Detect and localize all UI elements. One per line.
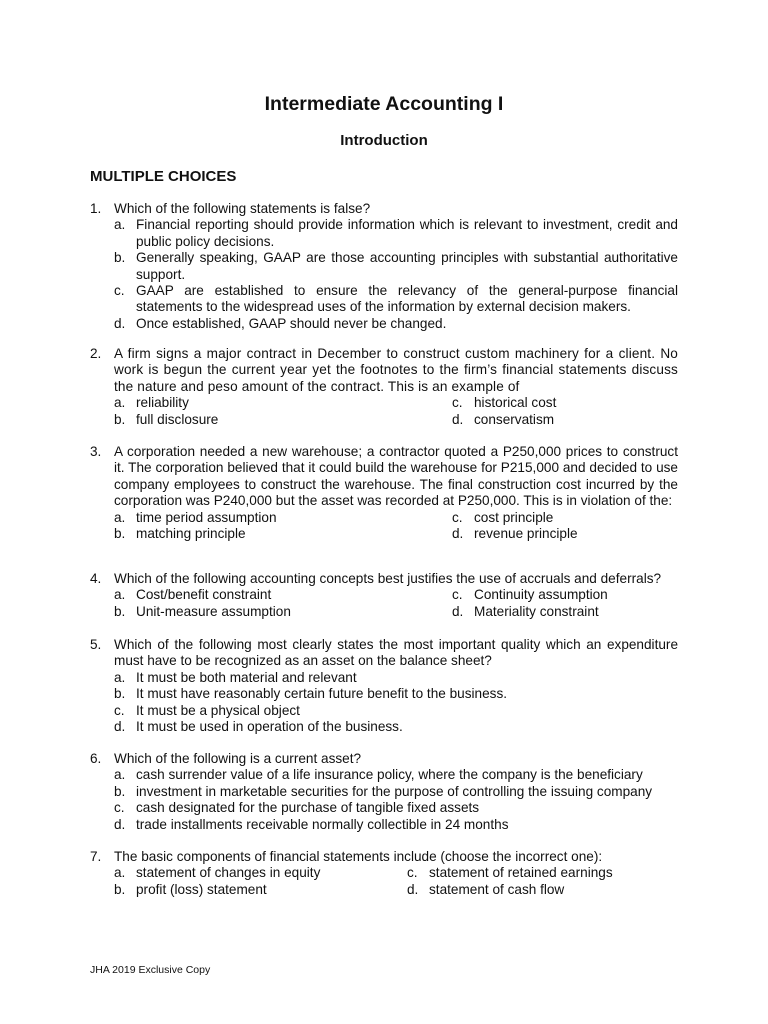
option-text: cash designated for the purchase of tangible fixed assets — [136, 800, 480, 816]
option-label: b. — [114, 686, 126, 702]
option-text: Financial reporting should provide information which is relevant to investment, credit and public policy decisions. — [136, 217, 678, 249]
question-stem: Which of the following most clearly states the most important quality which an expenditure must have to be recognized as an asset on the balance sheet? — [114, 637, 678, 669]
option-text: revenue principle — [474, 526, 578, 542]
option — [452, 510, 678, 526]
option-label: d. — [452, 603, 464, 619]
option-label: b. — [114, 783, 126, 799]
option — [114, 316, 678, 332]
question-number: 5. — [90, 637, 102, 652]
option-text: investment in marketable securities for the purpose of controlling the issuing company — [136, 783, 653, 799]
option-text: trade installments receivable normally collectible in 24 months — [136, 816, 509, 832]
option-label: b. — [114, 603, 126, 619]
option-label: c. — [452, 587, 463, 603]
question-number: 3. — [90, 444, 102, 459]
option-label: c. — [452, 509, 463, 525]
option-text: conservatism — [474, 411, 555, 427]
option — [452, 412, 678, 428]
question-stem: The basic components of financial statements include (choose the incorrect one): — [114, 849, 603, 864]
option-grid — [114, 865, 678, 898]
question-7 — [90, 849, 678, 898]
option-text: GAAP are established to ensure the relevancy of the general-purpose financial statements to the widespread uses of the information by external decision makers. — [136, 283, 678, 315]
option-text: historical cost — [474, 395, 557, 411]
option-text: cash surrender value of a life insurance policy, where the company is the beneficiary — [136, 767, 643, 783]
option-text: Generally speaking, GAAP are those accounting principles with substantial authoritative support. — [136, 250, 678, 282]
option-label: b. — [114, 250, 126, 266]
page-subtitle: Introduction — [340, 132, 428, 149]
option-grid — [114, 395, 678, 428]
option-grid — [114, 587, 678, 620]
option-label: a. — [114, 509, 126, 525]
option-label: d. — [452, 526, 464, 542]
option — [114, 670, 678, 686]
option — [114, 412, 452, 428]
option-text: statement of cash flow — [429, 881, 565, 897]
option-text: reliability — [136, 395, 189, 411]
option — [114, 817, 678, 833]
option-list — [114, 217, 678, 332]
option-text: Once established, GAAP should never be changed. — [136, 315, 447, 331]
option-grid — [114, 510, 678, 543]
option-list — [114, 670, 678, 736]
question-stem: Which of the following accounting concepts best justifies the use of accruals and deferrals? — [114, 571, 662, 586]
option-label: a. — [114, 217, 126, 233]
option — [114, 587, 452, 603]
question-number: 7. — [90, 849, 102, 864]
option-label: c. — [407, 865, 418, 881]
question-4 — [90, 571, 678, 620]
option-text: Materiality constraint — [474, 603, 599, 619]
question-5 — [90, 637, 678, 735]
option-text: It must be both material and relevant — [136, 669, 357, 685]
page-title: Intermediate Accounting I — [264, 93, 504, 115]
footer-copyright: JHA 2019 Exclusive Copy — [90, 964, 211, 976]
option-text: Continuity assumption — [474, 587, 608, 603]
option-label: a. — [114, 669, 126, 685]
option — [114, 800, 678, 816]
option-label: d. — [114, 816, 126, 832]
option-text: full disclosure — [136, 411, 219, 427]
option-label: a. — [114, 767, 126, 783]
option-label: c. — [452, 395, 463, 411]
option-text: It must be a physical object — [136, 702, 300, 718]
option — [407, 882, 678, 898]
option-text: cost principle — [474, 509, 554, 525]
option — [114, 686, 678, 702]
option-label: d. — [114, 719, 126, 735]
question-6 — [90, 751, 678, 833]
question-number: 4. — [90, 571, 102, 586]
question-number: 1. — [90, 201, 102, 216]
question-number: 2. — [90, 346, 102, 361]
option-label: a. — [114, 587, 126, 603]
option — [114, 703, 678, 719]
option-label: b. — [114, 881, 126, 897]
option — [452, 587, 678, 603]
option-label: c. — [114, 800, 125, 816]
option-label: d. — [452, 411, 464, 427]
option-list — [114, 767, 678, 833]
question-1 — [90, 201, 678, 332]
option-label: c. — [114, 283, 125, 299]
option-label: d. — [407, 881, 419, 897]
option-text: profit (loss) statement — [136, 881, 267, 897]
question-2 — [90, 346, 678, 428]
option-label: a. — [114, 395, 126, 411]
option-text: time period assumption — [136, 509, 277, 525]
section-heading: MULTIPLE CHOICES — [90, 168, 237, 185]
option — [114, 882, 407, 898]
option-label: a. — [114, 865, 126, 881]
option — [114, 526, 452, 542]
option — [114, 283, 678, 316]
option-text: statement of retained earnings — [429, 865, 613, 881]
option — [114, 395, 452, 411]
question-number: 6. — [90, 751, 102, 766]
option-label: b. — [114, 411, 126, 427]
option-label: b. — [114, 526, 126, 542]
option — [114, 719, 678, 735]
option — [114, 604, 452, 620]
option — [407, 865, 678, 881]
option-label: c. — [114, 702, 125, 718]
question-stem: A corporation needed a new warehouse; a contractor quoted a P250,000 prices to construct it. The corporation believed that it could build the warehouse for P215,000 and decided to use company employees to construct the warehouse. The final construction cost incurred by the corporation was P240,000 but the asset was recorded at P250,000. This is in violation of the: — [114, 444, 678, 509]
option-text: matching principle — [136, 526, 246, 542]
option-text: It must have reasonably certain future benefit to the business. — [136, 686, 508, 702]
question-stem: Which of the following is a current asset? — [114, 751, 362, 766]
option — [114, 217, 678, 250]
option — [114, 865, 407, 881]
option — [114, 767, 678, 783]
option — [114, 250, 678, 283]
option-text: Cost/benefit constraint — [136, 587, 272, 603]
option-text: Unit-measure assumption — [136, 603, 291, 619]
option-text: It must be used in operation of the business. — [136, 719, 403, 735]
question-stem: A firm signs a major contract in December to construct custom machinery for a client. No work is begun the current year yet the footnotes to the firm’s financial statements discuss the nature and peso amount of the contract. This is an example of — [114, 346, 678, 394]
option — [452, 604, 678, 620]
option — [452, 395, 678, 411]
option — [114, 784, 678, 800]
option-text: statement of changes in equity — [136, 865, 321, 881]
option-label: d. — [114, 315, 126, 331]
option — [114, 510, 452, 526]
question-stem: Which of the following statements is false? — [114, 201, 371, 216]
option — [452, 526, 678, 542]
question-3 — [90, 444, 678, 542]
